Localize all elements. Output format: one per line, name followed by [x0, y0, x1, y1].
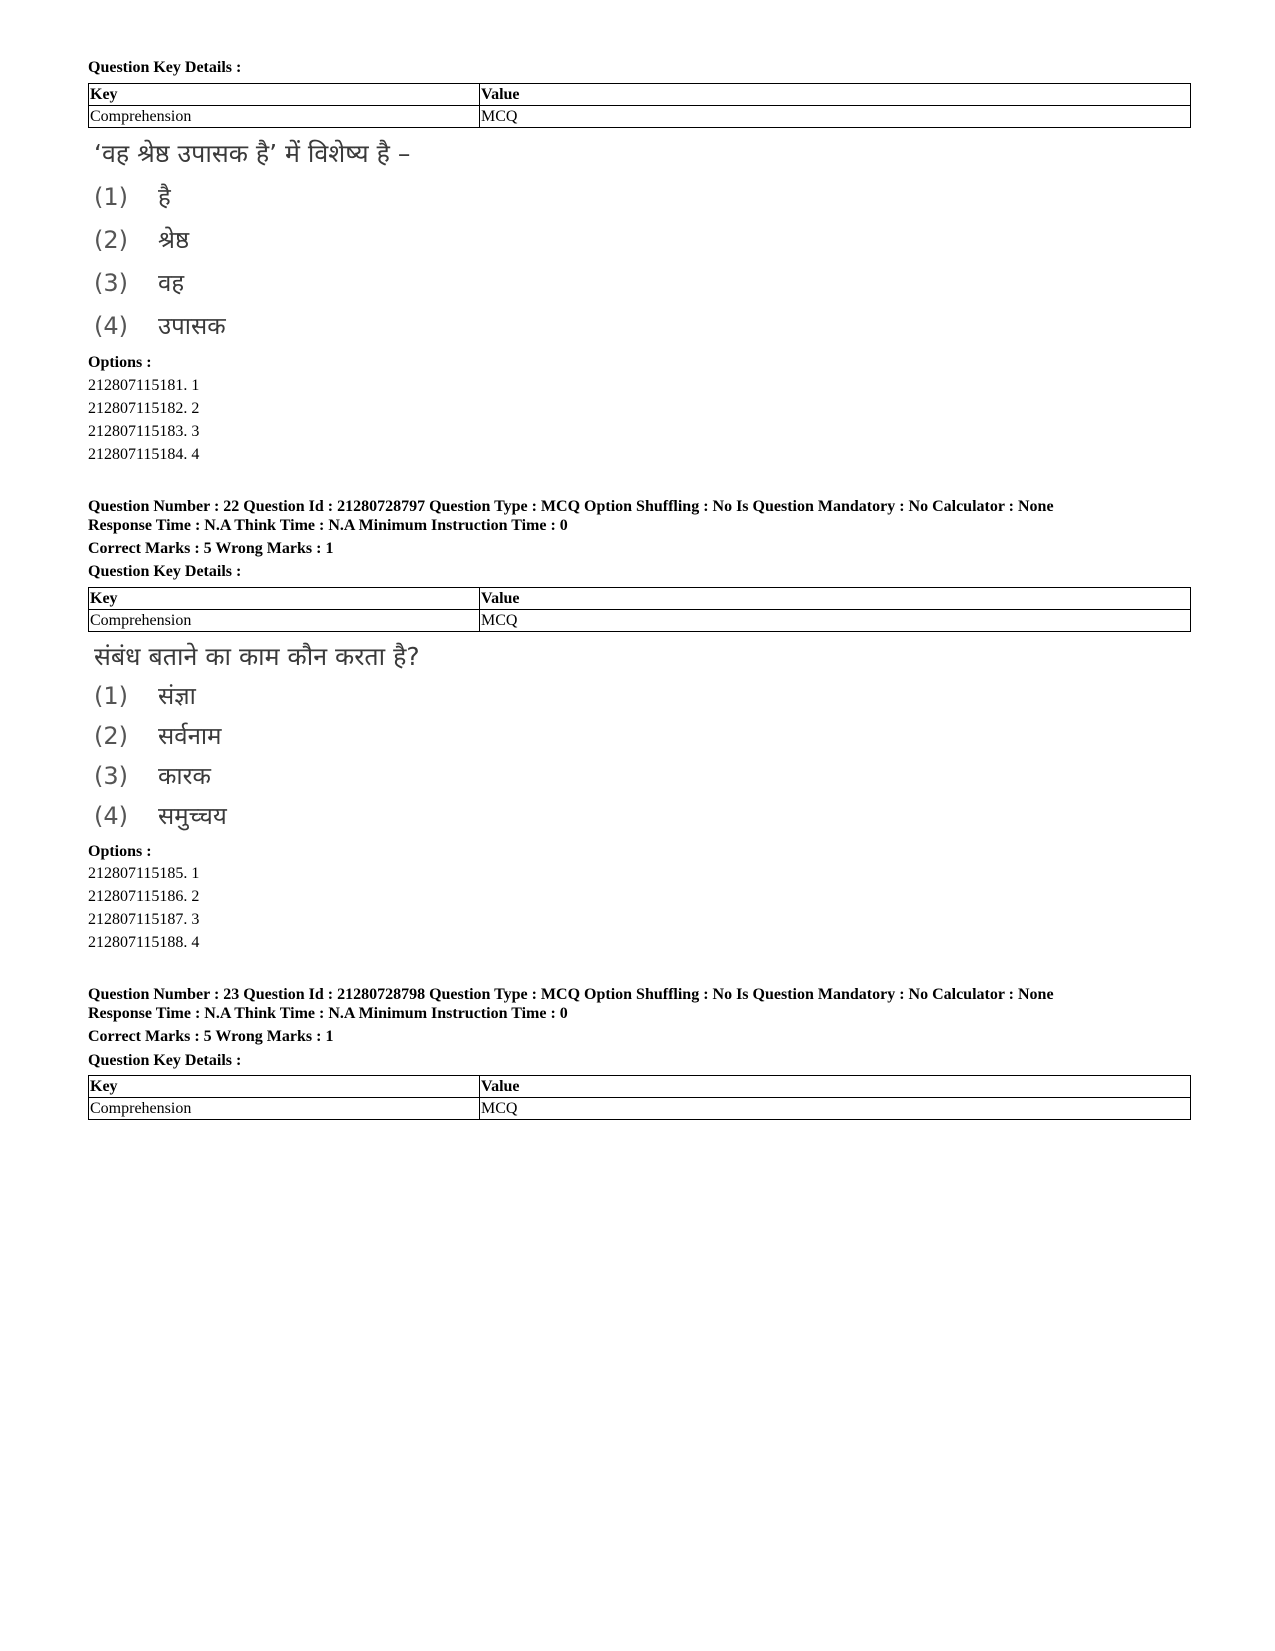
key-details-table: [88, 587, 1191, 632]
choice-text: है: [158, 183, 171, 211]
question-choice: [94, 268, 410, 298]
table-cell-value: MCQ: [480, 610, 1191, 632]
question-choice: [94, 311, 410, 341]
table-header-row: [89, 84, 1191, 106]
question-choice: [94, 182, 410, 212]
choice-number: (1): [94, 183, 128, 211]
table-header-value: Value: [480, 588, 1191, 610]
option-item: 212807115186. 2: [88, 888, 200, 905]
question-choice: [94, 681, 420, 711]
key-details-table: [88, 83, 1191, 128]
key-details-label: Question Key Details :: [88, 1052, 242, 1069]
choice-text: संज्ञा: [158, 682, 196, 710]
option-item: 212807115182. 2: [88, 400, 200, 417]
choice-text: समुच्चय: [158, 802, 227, 830]
choice-number: (2): [94, 722, 128, 750]
choice-number: (3): [94, 269, 128, 297]
question-image: [94, 138, 410, 341]
question-choice: [94, 761, 420, 791]
table-row: [89, 610, 1191, 632]
marks-line: Correct Marks : 5 Wrong Marks : 1: [88, 540, 334, 557]
table-header-value: Value: [480, 84, 1191, 106]
table-cell-key: Comprehension: [89, 106, 480, 128]
table-header-value: Value: [480, 1076, 1191, 1098]
choice-text: वह: [158, 269, 185, 297]
table-header-row: [89, 1076, 1191, 1098]
question-header-line2: Response Time : N.A Think Time : N.A Minimum Instruction Time : 0: [88, 1005, 568, 1022]
option-item: 212807115187. 3: [88, 911, 200, 928]
option-item: 212807115185. 1: [88, 865, 200, 882]
choice-number: (4): [94, 312, 128, 340]
question-header-line1: Question Number : 23 Question Id : 21280728798 Question Type : MCQ Option Shuffling : No Is Question Mandatory : No Calculator : None: [88, 986, 1054, 1003]
question-choice: [94, 801, 420, 831]
table-header-row: [89, 588, 1191, 610]
question-image: [94, 641, 420, 831]
marks-line: Correct Marks : 5 Wrong Marks : 1: [88, 1028, 334, 1045]
table-cell-value: MCQ: [480, 106, 1191, 128]
option-item: 212807115181. 1: [88, 377, 200, 394]
choice-text: सर्वनाम: [158, 722, 222, 750]
question-header-line1: Question Number : 22 Question Id : 21280728797 Question Type : MCQ Option Shuffling : No Is Question Mandatory : No Calculator : None: [88, 498, 1054, 515]
key-details-table: [88, 1075, 1191, 1120]
table-header-key: Key: [89, 1076, 480, 1098]
question-choice: [94, 225, 410, 255]
options-label: Options :: [88, 354, 152, 371]
question-choice: [94, 721, 420, 751]
choice-text: उपासक: [158, 312, 226, 340]
option-item: 212807115184. 4: [88, 446, 200, 463]
key-details-label: Question Key Details :: [88, 59, 242, 76]
choice-number: (2): [94, 226, 128, 254]
question-text: ‘वह श्रेष्ठ उपासक है’ में विशेष्य है –: [94, 139, 411, 168]
table-row: [89, 106, 1191, 128]
option-item: 212807115183. 3: [88, 423, 200, 440]
question-header-line2: Response Time : N.A Think Time : N.A Minimum Instruction Time : 0: [88, 517, 568, 534]
choice-number: (3): [94, 762, 128, 790]
table-row: [89, 1098, 1191, 1120]
table-cell-key: Comprehension: [89, 610, 480, 632]
choice-number: (1): [94, 682, 128, 710]
table-cell-value: MCQ: [480, 1098, 1191, 1120]
table-header-key: Key: [89, 84, 480, 106]
choice-text: श्रेष्ठ: [158, 226, 190, 254]
choice-text: कारक: [158, 762, 211, 790]
choice-number: (4): [94, 802, 128, 830]
options-label: Options :: [88, 843, 152, 860]
key-details-label: Question Key Details :: [88, 563, 242, 580]
question-text: संबंध बताने का काम कौन करता है?: [94, 642, 420, 671]
table-cell-key: Comprehension: [89, 1098, 480, 1120]
table-header-key: Key: [89, 588, 480, 610]
option-item: 212807115188. 4: [88, 934, 200, 951]
